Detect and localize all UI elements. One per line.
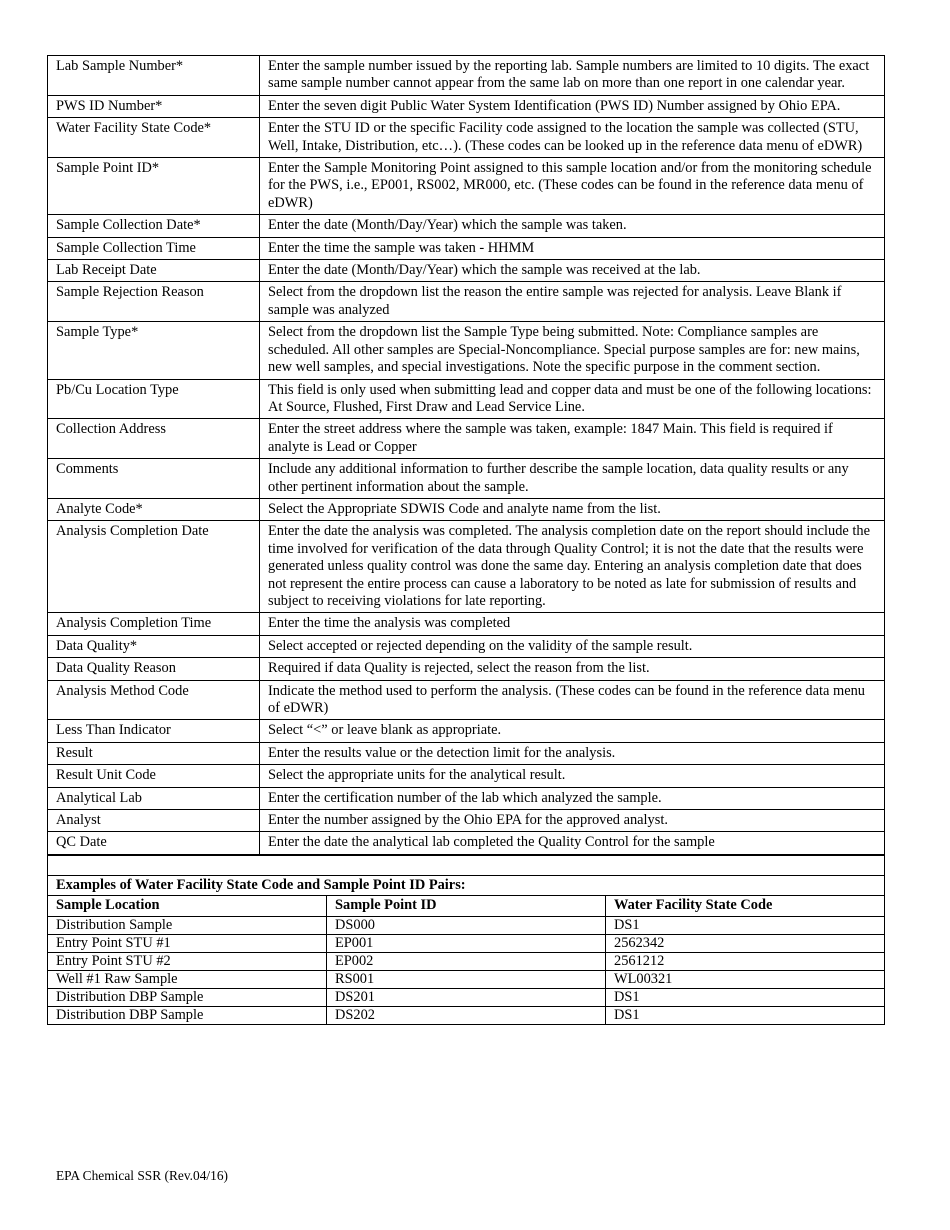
- field-description: Enter the STU ID or the specific Facility code assigned to the location the sample was collected (STU, Well, Intake, Distribution, etc…). (These codes can be looked up in the reference data menu of eDWR): [260, 118, 885, 158]
- example-row: [48, 952, 885, 970]
- example-water-facility-state-code: DS1: [606, 988, 885, 1006]
- examples-title-row: [48, 875, 885, 895]
- field-label: Lab Receipt Date: [48, 260, 260, 282]
- field-label: Analyte Code*: [48, 498, 260, 520]
- field-label: Analytical Lab: [48, 787, 260, 809]
- field-description: Enter the results value or the detection limit for the analysis.: [260, 742, 885, 764]
- field-row: [48, 720, 885, 742]
- field-row: [48, 832, 885, 854]
- field-row: [48, 498, 885, 520]
- field-label: Analyst: [48, 810, 260, 832]
- example-water-facility-state-code: 2561212: [606, 952, 885, 970]
- examples-table: [47, 855, 885, 1025]
- field-row: [48, 810, 885, 832]
- field-description: Enter the time the sample was taken - HHMM: [260, 237, 885, 259]
- field-label: Sample Type*: [48, 322, 260, 379]
- field-row: [48, 613, 885, 635]
- field-label: Sample Point ID*: [48, 158, 260, 215]
- field-row: [48, 282, 885, 322]
- example-sample-point-id: EP001: [327, 934, 606, 952]
- field-description: Enter the seven digit Public Water System Identification (PWS ID) Number assigned by Ohio EPA.: [260, 95, 885, 117]
- example-row: [48, 916, 885, 934]
- example-water-facility-state-code: 2562342: [606, 934, 885, 952]
- examples-title: Examples of Water Facility State Code and Sample Point ID Pairs:: [48, 875, 885, 895]
- field-definitions-table: [47, 55, 885, 855]
- field-label: Comments: [48, 459, 260, 499]
- field-label: Data Quality*: [48, 635, 260, 657]
- field-label: QC Date: [48, 832, 260, 854]
- field-description: Enter the Sample Monitoring Point assigned to this sample location and/or from the monitoring schedule for the PWS, i.e., EP001, RS002, MR000, etc. (These codes can be found in the reference data menu of eDWR): [260, 158, 885, 215]
- field-row: [48, 158, 885, 215]
- field-label: Water Facility State Code*: [48, 118, 260, 158]
- field-description: Select “<” or leave blank as appropriate.: [260, 720, 885, 742]
- field-description: Enter the certification number of the lab which analyzed the sample.: [260, 787, 885, 809]
- field-label: Pb/Cu Location Type: [48, 379, 260, 419]
- field-row: [48, 379, 885, 419]
- field-label: Sample Collection Time: [48, 237, 260, 259]
- field-row: [48, 787, 885, 809]
- field-row: [48, 765, 885, 787]
- field-description: Enter the time the analysis was completed: [260, 613, 885, 635]
- field-row: [48, 658, 885, 680]
- field-label: Analysis Completion Time: [48, 613, 260, 635]
- field-label: Analysis Method Code: [48, 680, 260, 720]
- field-row: [48, 118, 885, 158]
- example-sample-location: Distribution DBP Sample: [48, 988, 327, 1006]
- example-sample-location: Distribution Sample: [48, 916, 327, 934]
- example-sample-location: Entry Point STU #2: [48, 952, 327, 970]
- example-sample-point-id: DS202: [327, 1006, 606, 1024]
- field-label: Less Than Indicator: [48, 720, 260, 742]
- example-sample-point-id: EP002: [327, 952, 606, 970]
- field-description: Select the Appropriate SDWIS Code and analyte name from the list.: [260, 498, 885, 520]
- example-water-facility-state-code: DS1: [606, 916, 885, 934]
- document-page: [47, 55, 885, 1025]
- field-description: Enter the date the analytical lab completed the Quality Control for the sample: [260, 832, 885, 854]
- field-description: Select from the dropdown list the reason the entire sample was rejected for analysis. Leave Blank if sample was analyzed: [260, 282, 885, 322]
- field-description: Enter the sample number issued by the reporting lab. Sample numbers are limited to 10 digits. The exact same sample number cannot appear from the same lab on more than one report in one calendar year.: [260, 56, 885, 96]
- example-sample-point-id: DS201: [327, 988, 606, 1006]
- field-description: Enter the date (Month/Day/Year) which the sample was taken.: [260, 215, 885, 237]
- field-label: Data Quality Reason: [48, 658, 260, 680]
- field-description: Required if data Quality is rejected, select the reason from the list.: [260, 658, 885, 680]
- field-row: [48, 237, 885, 259]
- column-header-water-facility-state-code: Water Facility State Code: [606, 895, 885, 916]
- field-row: [48, 56, 885, 96]
- field-row: [48, 215, 885, 237]
- example-sample-point-id: RS001: [327, 970, 606, 988]
- field-label: Result Unit Code: [48, 765, 260, 787]
- example-row: [48, 988, 885, 1006]
- field-description: Select accepted or rejected depending on the validity of the sample result.: [260, 635, 885, 657]
- field-description: This field is only used when submitting lead and copper data and must be one of the following locations: At Source, Flushed, First Draw and Lead Service Line.: [260, 379, 885, 419]
- field-row: [48, 521, 885, 613]
- field-description: Enter the date (Month/Day/Year) which the sample was received at the lab.: [260, 260, 885, 282]
- spacer-row: [48, 855, 885, 875]
- field-row: [48, 260, 885, 282]
- field-row: [48, 742, 885, 764]
- field-label: Sample Rejection Reason: [48, 282, 260, 322]
- field-description: Select the appropriate units for the analytical result.: [260, 765, 885, 787]
- field-row: [48, 680, 885, 720]
- column-header-sample-point-id: Sample Point ID: [327, 895, 606, 916]
- field-row: [48, 635, 885, 657]
- field-row: [48, 95, 885, 117]
- field-label: PWS ID Number*: [48, 95, 260, 117]
- field-label: Collection Address: [48, 419, 260, 459]
- example-sample-location: Distribution DBP Sample: [48, 1006, 327, 1024]
- example-water-facility-state-code: WL00321: [606, 970, 885, 988]
- column-header-sample-location: Sample Location: [48, 895, 327, 916]
- field-row: [48, 419, 885, 459]
- field-description: Include any additional information to further describe the sample location, data quality results or any other pertinent information about the sample.: [260, 459, 885, 499]
- footer-revision: EPA Chemical SSR (Rev.04/16): [56, 1168, 228, 1183]
- examples-header-row: [48, 895, 885, 916]
- example-sample-location: Well #1 Raw Sample: [48, 970, 327, 988]
- example-row: [48, 934, 885, 952]
- example-water-facility-state-code: DS1: [606, 1006, 885, 1024]
- field-row: [48, 459, 885, 499]
- example-sample-point-id: DS000: [327, 916, 606, 934]
- example-row: [48, 1006, 885, 1024]
- field-label: Result: [48, 742, 260, 764]
- example-row: [48, 970, 885, 988]
- field-row: [48, 322, 885, 379]
- field-label: Analysis Completion Date: [48, 521, 260, 613]
- field-description: Indicate the method used to perform the analysis. (These codes can be found in the reference data menu of eDWR): [260, 680, 885, 720]
- field-label: Lab Sample Number*: [48, 56, 260, 96]
- field-description: Enter the date the analysis was completed. The analysis completion date on the report should include the time involved for verification of the data through Quality Control; it is not the date that the results were generated unless quality control was done the same day. Entering an analysis completion date that does not represent the entire process can cause a laboratory to be noted as late for submission of results and subject to receiving violations for late reporting.: [260, 521, 885, 613]
- field-description: Enter the street address where the sample was taken, example: 1847 Main. This field is required if analyte is Lead or Copper: [260, 419, 885, 459]
- field-description: Select from the dropdown list the Sample Type being submitted. Note: Compliance samples are scheduled. All other samples are Special-Noncompliance. Special purpose samples are for: new mains, new well samples, and special investigations. Note the specific purpose in the comment section.: [260, 322, 885, 379]
- field-description: Enter the number assigned by the Ohio EPA for the approved analyst.: [260, 810, 885, 832]
- field-label: Sample Collection Date*: [48, 215, 260, 237]
- example-sample-location: Entry Point STU #1: [48, 934, 327, 952]
